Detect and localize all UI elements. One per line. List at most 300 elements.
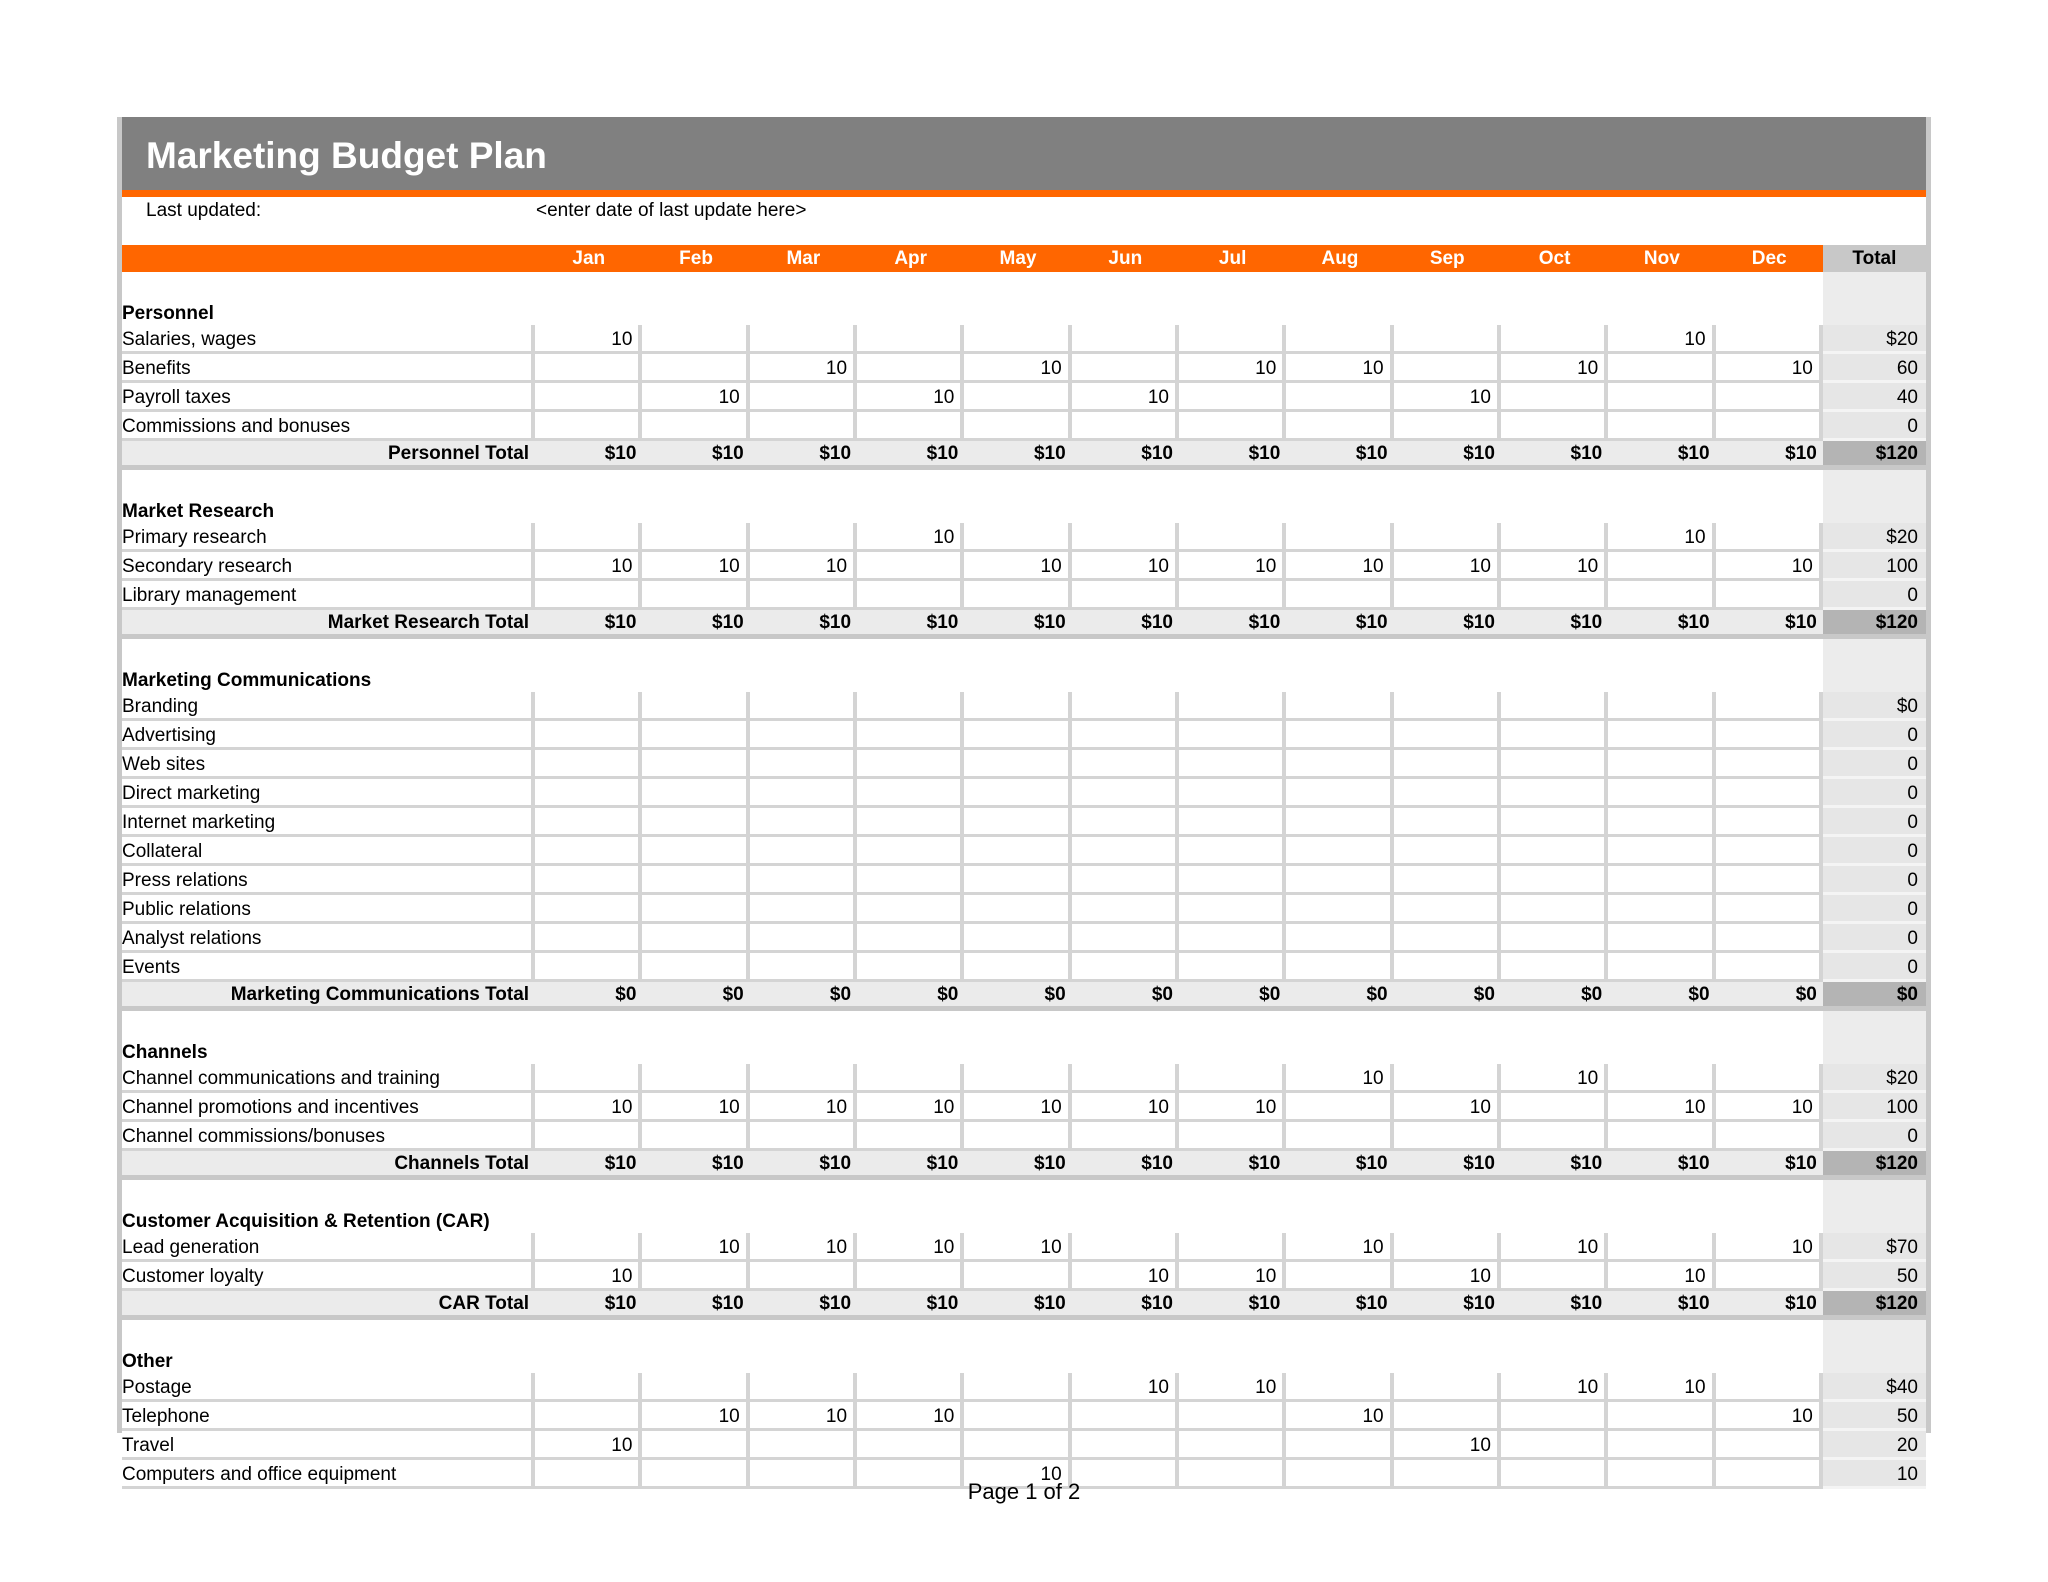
month-value-cell[interactable] [1394, 581, 1501, 610]
month-value-cell[interactable] [1716, 523, 1823, 552]
month-value-cell[interactable] [1501, 1431, 1608, 1460]
month-value-cell[interactable]: 10 [857, 1093, 964, 1122]
month-value-cell[interactable] [1394, 866, 1501, 895]
month-value-cell[interactable]: 10 [642, 1233, 749, 1262]
month-value-cell[interactable] [964, 866, 1071, 895]
month-value-cell[interactable]: 10 [1716, 1233, 1823, 1262]
month-value-cell[interactable] [535, 779, 642, 808]
month-value-cell[interactable] [1501, 325, 1608, 354]
month-value-cell[interactable] [1608, 581, 1715, 610]
month-value-cell[interactable] [1608, 837, 1715, 866]
month-value-cell[interactable] [1179, 750, 1286, 779]
month-value-cell[interactable] [1072, 808, 1179, 837]
month-value-cell[interactable] [1286, 750, 1393, 779]
month-value-cell[interactable] [1501, 692, 1608, 721]
month-value-cell[interactable] [535, 808, 642, 837]
month-value-cell[interactable] [642, 1122, 749, 1151]
month-value-cell[interactable]: 10 [535, 552, 642, 581]
month-value-cell[interactable]: 10 [1501, 354, 1608, 383]
month-value-cell[interactable]: 10 [1072, 552, 1179, 581]
month-value-cell[interactable] [535, 895, 642, 924]
month-value-cell[interactable] [642, 895, 749, 924]
month-value-cell[interactable] [964, 1122, 1071, 1151]
month-value-cell[interactable] [1394, 721, 1501, 750]
month-value-cell[interactable] [750, 1373, 857, 1402]
month-value-cell[interactable] [1072, 1122, 1179, 1151]
month-value-cell[interactable] [750, 721, 857, 750]
month-value-cell[interactable]: 10 [750, 552, 857, 581]
month-value-cell[interactable] [1394, 354, 1501, 383]
month-value-cell[interactable] [750, 523, 857, 552]
month-value-cell[interactable]: 10 [1716, 1402, 1823, 1431]
month-value-cell[interactable] [857, 837, 964, 866]
month-value-cell[interactable] [1286, 953, 1393, 982]
month-value-cell[interactable] [1608, 750, 1715, 779]
month-value-cell[interactable] [642, 1262, 749, 1291]
month-value-cell[interactable] [857, 1373, 964, 1402]
month-value-cell[interactable] [1608, 354, 1715, 383]
month-value-cell[interactable]: 10 [750, 354, 857, 383]
month-value-cell[interactable] [1394, 750, 1501, 779]
month-value-cell[interactable] [1072, 354, 1179, 383]
month-value-cell[interactable] [1608, 1402, 1715, 1431]
month-value-cell[interactable] [1716, 1122, 1823, 1151]
month-value-cell[interactable] [750, 750, 857, 779]
month-value-cell[interactable] [1286, 924, 1393, 953]
month-value-cell[interactable] [857, 895, 964, 924]
month-value-cell[interactable] [1716, 581, 1823, 610]
month-value-cell[interactable]: 10 [1072, 1373, 1179, 1402]
month-value-cell[interactable]: 10 [1608, 1093, 1715, 1122]
month-value-cell[interactable]: 10 [1394, 1093, 1501, 1122]
month-value-cell[interactable] [1286, 692, 1393, 721]
month-value-cell[interactable] [964, 1402, 1071, 1431]
month-value-cell[interactable] [750, 924, 857, 953]
month-value-cell[interactable] [535, 750, 642, 779]
month-value-cell[interactable] [1286, 808, 1393, 837]
month-value-cell[interactable]: 10 [535, 325, 642, 354]
month-value-cell[interactable] [1608, 808, 1715, 837]
month-value-cell[interactable] [1286, 1373, 1393, 1402]
month-value-cell[interactable] [1179, 1064, 1286, 1093]
month-value-cell[interactable] [642, 750, 749, 779]
month-value-cell[interactable]: 10 [1179, 1373, 1286, 1402]
month-value-cell[interactable] [1394, 837, 1501, 866]
month-value-cell[interactable]: 10 [642, 383, 749, 412]
month-value-cell[interactable]: 10 [1608, 523, 1715, 552]
month-value-cell[interactable] [964, 924, 1071, 953]
month-value-cell[interactable] [535, 866, 642, 895]
month-value-cell[interactable]: 10 [1286, 552, 1393, 581]
month-value-cell[interactable]: 10 [1179, 354, 1286, 383]
month-value-cell[interactable] [535, 1233, 642, 1262]
month-value-cell[interactable] [1608, 1064, 1715, 1093]
month-value-cell[interactable] [1072, 1431, 1179, 1460]
month-value-cell[interactable] [1716, 1431, 1823, 1460]
month-value-cell[interactable] [535, 412, 642, 441]
month-value-cell[interactable] [857, 1122, 964, 1151]
month-value-cell[interactable] [1608, 1233, 1715, 1262]
month-value-cell[interactable] [1179, 1233, 1286, 1262]
month-value-cell[interactable] [1179, 924, 1286, 953]
month-value-cell[interactable] [1394, 1233, 1501, 1262]
month-value-cell[interactable]: 10 [1072, 1093, 1179, 1122]
month-value-cell[interactable] [964, 895, 1071, 924]
month-value-cell[interactable] [964, 808, 1071, 837]
month-value-cell[interactable]: 10 [964, 1460, 1071, 1489]
month-value-cell[interactable] [1072, 412, 1179, 441]
month-value-cell[interactable] [1716, 837, 1823, 866]
month-value-cell[interactable]: 10 [535, 1431, 642, 1460]
month-value-cell[interactable] [750, 581, 857, 610]
month-value-cell[interactable] [535, 1402, 642, 1431]
month-value-cell[interactable] [1394, 924, 1501, 953]
month-value-cell[interactable] [857, 779, 964, 808]
month-value-cell[interactable] [1608, 866, 1715, 895]
month-value-cell[interactable] [1286, 581, 1393, 610]
month-value-cell[interactable] [1286, 523, 1393, 552]
month-value-cell[interactable] [535, 1122, 642, 1151]
month-value-cell[interactable]: 10 [857, 1233, 964, 1262]
month-value-cell[interactable] [1716, 924, 1823, 953]
month-value-cell[interactable] [1179, 866, 1286, 895]
month-value-cell[interactable] [857, 1262, 964, 1291]
month-value-cell[interactable] [535, 354, 642, 383]
month-value-cell[interactable] [642, 779, 749, 808]
month-value-cell[interactable] [964, 779, 1071, 808]
month-value-cell[interactable] [1072, 1402, 1179, 1431]
month-value-cell[interactable] [1072, 1064, 1179, 1093]
month-value-cell[interactable] [1286, 1431, 1393, 1460]
month-value-cell[interactable] [1286, 779, 1393, 808]
month-value-cell[interactable] [1286, 1262, 1393, 1291]
month-value-cell[interactable] [1501, 1122, 1608, 1151]
month-value-cell[interactable] [964, 1431, 1071, 1460]
month-value-cell[interactable]: 10 [1394, 552, 1501, 581]
month-value-cell[interactable] [535, 924, 642, 953]
month-value-cell[interactable] [1608, 692, 1715, 721]
month-value-cell[interactable]: 10 [535, 1093, 642, 1122]
month-value-cell[interactable] [1608, 412, 1715, 441]
month-value-cell[interactable]: 10 [1716, 1093, 1823, 1122]
month-value-cell[interactable] [535, 383, 642, 412]
month-value-cell[interactable] [857, 953, 964, 982]
month-value-cell[interactable] [1286, 325, 1393, 354]
month-value-cell[interactable] [535, 581, 642, 610]
month-value-cell[interactable] [1072, 750, 1179, 779]
month-value-cell[interactable]: 10 [1072, 383, 1179, 412]
month-value-cell[interactable] [535, 1373, 642, 1402]
month-value-cell[interactable] [535, 523, 642, 552]
month-value-cell[interactable] [1072, 325, 1179, 354]
month-value-cell[interactable] [750, 1064, 857, 1093]
month-value-cell[interactable] [1608, 1122, 1715, 1151]
month-value-cell[interactable] [1179, 721, 1286, 750]
month-value-cell[interactable] [1716, 895, 1823, 924]
month-value-cell[interactable] [964, 383, 1071, 412]
month-value-cell[interactable] [750, 808, 857, 837]
month-value-cell[interactable]: 10 [1286, 1402, 1393, 1431]
month-value-cell[interactable] [1501, 1093, 1608, 1122]
month-value-cell[interactable] [964, 692, 1071, 721]
last-updated-value[interactable]: <enter date of last update here> [536, 200, 807, 221]
month-value-cell[interactable] [642, 523, 749, 552]
month-value-cell[interactable] [964, 1373, 1071, 1402]
month-value-cell[interactable] [1608, 552, 1715, 581]
month-value-cell[interactable] [1072, 895, 1179, 924]
month-value-cell[interactable]: 10 [1394, 383, 1501, 412]
month-value-cell[interactable] [1501, 383, 1608, 412]
month-value-cell[interactable] [1716, 750, 1823, 779]
month-value-cell[interactable] [1394, 953, 1501, 982]
month-value-cell[interactable]: 10 [1179, 1262, 1286, 1291]
month-value-cell[interactable]: 10 [750, 1233, 857, 1262]
month-value-cell[interactable] [642, 354, 749, 383]
month-value-cell[interactable] [964, 523, 1071, 552]
month-value-cell[interactable] [750, 1262, 857, 1291]
month-value-cell[interactable] [1394, 412, 1501, 441]
month-value-cell[interactable] [642, 1431, 749, 1460]
month-value-cell[interactable] [964, 325, 1071, 354]
month-value-cell[interactable]: 10 [857, 1402, 964, 1431]
month-value-cell[interactable] [1394, 895, 1501, 924]
month-value-cell[interactable]: 10 [857, 383, 964, 412]
month-value-cell[interactable] [1179, 581, 1286, 610]
month-value-cell[interactable] [964, 1064, 1071, 1093]
month-value-cell[interactable] [1179, 808, 1286, 837]
month-value-cell[interactable] [1716, 1373, 1823, 1402]
month-value-cell[interactable] [1072, 866, 1179, 895]
month-value-cell[interactable] [1501, 779, 1608, 808]
month-value-cell[interactable] [1286, 383, 1393, 412]
month-value-cell[interactable] [857, 325, 964, 354]
month-value-cell[interactable] [964, 1262, 1071, 1291]
month-value-cell[interactable]: 10 [1394, 1262, 1501, 1291]
month-value-cell[interactable] [1286, 837, 1393, 866]
month-value-cell[interactable] [1716, 412, 1823, 441]
month-value-cell[interactable] [1716, 721, 1823, 750]
month-value-cell[interactable] [1394, 692, 1501, 721]
month-value-cell[interactable] [642, 692, 749, 721]
month-value-cell[interactable] [535, 953, 642, 982]
month-value-cell[interactable]: 10 [1072, 1262, 1179, 1291]
month-value-cell[interactable] [1501, 721, 1608, 750]
month-value-cell[interactable] [1286, 1093, 1393, 1122]
month-value-cell[interactable] [1179, 895, 1286, 924]
month-value-cell[interactable] [1394, 1122, 1501, 1151]
month-value-cell[interactable] [642, 581, 749, 610]
month-value-cell[interactable] [1501, 523, 1608, 552]
month-value-cell[interactable] [857, 581, 964, 610]
month-value-cell[interactable] [535, 721, 642, 750]
month-value-cell[interactable] [1716, 866, 1823, 895]
month-value-cell[interactable] [1179, 692, 1286, 721]
month-value-cell[interactable] [642, 412, 749, 441]
month-value-cell[interactable]: 10 [1286, 354, 1393, 383]
month-value-cell[interactable] [1608, 1431, 1715, 1460]
month-value-cell[interactable] [857, 1431, 964, 1460]
month-value-cell[interactable]: 10 [750, 1402, 857, 1431]
month-value-cell[interactable]: 10 [964, 354, 1071, 383]
month-value-cell[interactable] [1501, 750, 1608, 779]
month-value-cell[interactable] [1179, 953, 1286, 982]
month-value-cell[interactable]: 10 [857, 523, 964, 552]
month-value-cell[interactable]: 10 [1286, 1064, 1393, 1093]
month-value-cell[interactable] [964, 837, 1071, 866]
month-value-cell[interactable] [964, 581, 1071, 610]
month-value-cell[interactable] [964, 721, 1071, 750]
month-value-cell[interactable]: 10 [1716, 552, 1823, 581]
month-value-cell[interactable] [750, 953, 857, 982]
month-value-cell[interactable]: 10 [964, 552, 1071, 581]
month-value-cell[interactable] [1286, 866, 1393, 895]
month-value-cell[interactable]: 10 [964, 1093, 1071, 1122]
month-value-cell[interactable] [1394, 1373, 1501, 1402]
month-value-cell[interactable] [1501, 412, 1608, 441]
month-value-cell[interactable]: 10 [1716, 354, 1823, 383]
month-value-cell[interactable] [750, 325, 857, 354]
month-value-cell[interactable] [857, 412, 964, 441]
month-value-cell[interactable]: 10 [535, 1262, 642, 1291]
month-value-cell[interactable] [1716, 1262, 1823, 1291]
month-value-cell[interactable] [964, 953, 1071, 982]
month-value-cell[interactable] [1501, 866, 1608, 895]
month-value-cell[interactable] [1179, 1431, 1286, 1460]
month-value-cell[interactable] [1072, 924, 1179, 953]
month-value-cell[interactable] [642, 1373, 749, 1402]
month-value-cell[interactable] [642, 866, 749, 895]
month-value-cell[interactable] [1608, 779, 1715, 808]
month-value-cell[interactable] [857, 750, 964, 779]
month-value-cell[interactable]: 10 [642, 552, 749, 581]
month-value-cell[interactable] [964, 750, 1071, 779]
month-value-cell[interactable] [1394, 523, 1501, 552]
month-value-cell[interactable] [1608, 721, 1715, 750]
month-value-cell[interactable] [1501, 808, 1608, 837]
month-value-cell[interactable] [750, 837, 857, 866]
month-value-cell[interactable] [535, 1064, 642, 1093]
month-value-cell[interactable]: 10 [642, 1093, 749, 1122]
month-value-cell[interactable] [750, 1431, 857, 1460]
month-value-cell[interactable] [1501, 924, 1608, 953]
month-value-cell[interactable] [1072, 721, 1179, 750]
month-value-cell[interactable] [1716, 953, 1823, 982]
month-value-cell[interactable] [1608, 924, 1715, 953]
month-value-cell[interactable] [1501, 895, 1608, 924]
month-value-cell[interactable] [642, 837, 749, 866]
month-value-cell[interactable] [1179, 1402, 1286, 1431]
month-value-cell[interactable] [642, 1064, 749, 1093]
month-value-cell[interactable] [1179, 325, 1286, 354]
month-value-cell[interactable] [857, 354, 964, 383]
month-value-cell[interactable] [1179, 523, 1286, 552]
month-value-cell[interactable] [1716, 1064, 1823, 1093]
month-value-cell[interactable] [1394, 779, 1501, 808]
month-value-cell[interactable] [1716, 325, 1823, 354]
month-value-cell[interactable] [857, 1064, 964, 1093]
month-value-cell[interactable] [1716, 808, 1823, 837]
month-value-cell[interactable] [642, 924, 749, 953]
month-value-cell[interactable]: 10 [1608, 1373, 1715, 1402]
month-value-cell[interactable]: 10 [1501, 1373, 1608, 1402]
month-value-cell[interactable] [642, 325, 749, 354]
month-value-cell[interactable] [642, 953, 749, 982]
month-value-cell[interactable]: 10 [1501, 552, 1608, 581]
month-value-cell[interactable] [1179, 412, 1286, 441]
month-value-cell[interactable] [1072, 523, 1179, 552]
month-value-cell[interactable] [1394, 808, 1501, 837]
month-value-cell[interactable] [1501, 953, 1608, 982]
month-value-cell[interactable] [1716, 692, 1823, 721]
month-value-cell[interactable]: 10 [1608, 325, 1715, 354]
month-value-cell[interactable] [1501, 581, 1608, 610]
month-value-cell[interactable] [1394, 1402, 1501, 1431]
month-value-cell[interactable] [1608, 953, 1715, 982]
month-value-cell[interactable] [750, 895, 857, 924]
month-value-cell[interactable] [1286, 1122, 1393, 1151]
month-value-cell[interactable]: 10 [750, 1093, 857, 1122]
month-value-cell[interactable]: 10 [1608, 1262, 1715, 1291]
month-value-cell[interactable] [750, 383, 857, 412]
month-value-cell[interactable] [964, 412, 1071, 441]
month-value-cell[interactable] [1072, 692, 1179, 721]
month-value-cell[interactable] [1179, 1122, 1286, 1151]
month-value-cell[interactable] [857, 692, 964, 721]
month-value-cell[interactable]: 10 [1286, 1233, 1393, 1262]
month-value-cell[interactable] [1072, 581, 1179, 610]
month-value-cell[interactable] [535, 837, 642, 866]
month-value-cell[interactable] [1501, 1402, 1608, 1431]
month-value-cell[interactable] [750, 412, 857, 441]
month-value-cell[interactable] [1072, 953, 1179, 982]
month-value-cell[interactable] [1072, 837, 1179, 866]
month-value-cell[interactable]: 10 [1179, 552, 1286, 581]
month-value-cell[interactable] [750, 692, 857, 721]
month-value-cell[interactable] [857, 866, 964, 895]
month-value-cell[interactable] [1394, 1064, 1501, 1093]
month-value-cell[interactable] [857, 552, 964, 581]
month-value-cell[interactable] [535, 692, 642, 721]
month-value-cell[interactable] [1716, 383, 1823, 412]
month-value-cell[interactable] [1286, 412, 1393, 441]
month-value-cell[interactable] [642, 721, 749, 750]
month-value-cell[interactable] [1286, 895, 1393, 924]
month-value-cell[interactable] [1608, 383, 1715, 412]
month-value-cell[interactable] [1179, 779, 1286, 808]
month-value-cell[interactable] [1179, 837, 1286, 866]
month-value-cell[interactable]: 10 [1179, 1093, 1286, 1122]
month-value-cell[interactable]: 10 [642, 1402, 749, 1431]
month-value-cell[interactable] [1501, 1262, 1608, 1291]
month-value-cell[interactable] [857, 721, 964, 750]
month-value-cell[interactable]: 10 [1501, 1233, 1608, 1262]
month-value-cell[interactable] [857, 808, 964, 837]
month-value-cell[interactable]: 10 [1394, 1431, 1501, 1460]
month-value-cell[interactable] [857, 924, 964, 953]
month-value-cell[interactable]: 10 [1501, 1064, 1608, 1093]
month-value-cell[interactable] [1072, 1233, 1179, 1262]
month-value-cell[interactable] [1394, 325, 1501, 354]
month-value-cell[interactable] [1072, 779, 1179, 808]
month-value-cell[interactable] [1608, 895, 1715, 924]
month-value-cell[interactable] [750, 1122, 857, 1151]
month-value-cell[interactable] [1179, 383, 1286, 412]
month-value-cell[interactable] [750, 866, 857, 895]
month-value-cell[interactable] [750, 779, 857, 808]
month-value-cell[interactable] [1716, 779, 1823, 808]
month-value-cell[interactable]: 10 [964, 1233, 1071, 1262]
month-value-cell[interactable] [1286, 721, 1393, 750]
